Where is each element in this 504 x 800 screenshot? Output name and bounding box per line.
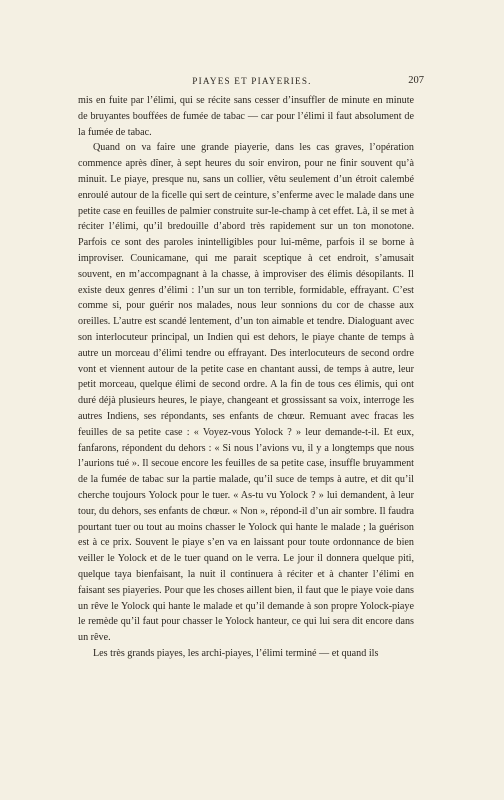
body-text [78,93,414,662]
page-number: 207 [408,75,424,86]
paragraph-archi-piayes: Les très grands piayes, les archi-piayes, l’élimi terminé — et quand ils [93,647,379,659]
running-head [0,74,504,88]
paragraph-continuation: mis en fuite par l’élimi, qui se récite sans cesser d’insuffler de minute en minute de bruyantes bouffées de fumée de tabac — car pour l’élimi il faut absolument de la fumée de tabac. [78,95,414,138]
paragraph-piayerie: Quand on va faire une grande piayerie, dans les cas graves, l’opération commence après dîner, à sept heures du soir environ, pour ne finir souvent qu’à minuit. Le piaye, presque nu, sans un collier, vêtu seulement d’un étroit calembé enroulé autour de la ficelle qui sert de ceinture, s’enferme avec le malade dans une petite case en feuilles de palmier construite sur-le-champ à cet effet. Là, il se met à réciter l’élimi, qu’il bredouille d’abord très rapidement sur un ton monotone. Parfois ce sont des paroles inintelligibles pour lui-même, parfois il se borne à improviser. Counicamane, qui me parait sceptique à cet endroit, s’amusait souvent, en m’accompagnant à la chasse, à improviser des élimis désopilants. Il existe deux genres d’élimi : l’un sur un ton terrible, formidable, effrayant. C’est comme si, pour guérir nos malades, nous leur sonnions du cor de chasse aux oreilles. L’autre est scandé lentement, d’un ton aimable et tendre. Dialoguant avec son interlocuteur principal, un Indien qui est dehors, le piaye chante de temps à autre un morceau d’élimi tendre ou effrayant. Des interlocuteurs de second ordre vont et viennent autour de la petite case en chantant aussi, de temps à autre, leur petit morceau, quelque élimi de second ordre. A la fin de tous ces élimis, qui ont duré déjà plusieurs heures, le piaye, changeant et grossissant sa voix, interroge les autres Indiens, ses répondants, ses enfants de chœur. Remuant avec fracas les feuilles de sa petite case : « Voyez-vous Yolock ? » leur demande-t-il. Et eux, fanfarons, répondent du dehors : « Si nous l’avions vu, il y a longtemps que nous l’aurions tué ». Il secoue encore les feuilles de sa petite case, insuffle bruyamment de la fumée de tabac sur la partie malade, qu’il suce de temps à autre, et dit qu’il cherche toujours Yolock pour le tuer. « As-tu vu Yolock ? » lui demandent, à leur tour, du dehors, ses enfants de chœur. « Non », répond-il d’un air sombre. Il faudra pourtant tuer ou tout au moins chasser le Yolock qui hante le malade ; la guérison est à ce prix. Souvent le piaye s’en va en laissant pour toute ordonnance de bien veiller le Yolock et de le tuer quand on le verra. Le jour il donnera quelque piti, quelque taya bienfaisant, la nuit il continuera à réciter et à chanter l’élimi en faisant ses piayeries. Pour que les choses aillent bien, il faut que le piaye voie dans un rêve le Yolock qui hante le malade et qu’il demande à son propre Yolock-piaye le remède qu’il faut pour chasser le Yolock hanteur, ce qui lui sera dit encore dans un rêve. [78,142,414,644]
running-title: PIAYES ET PIAYERIES. [192,76,312,86]
